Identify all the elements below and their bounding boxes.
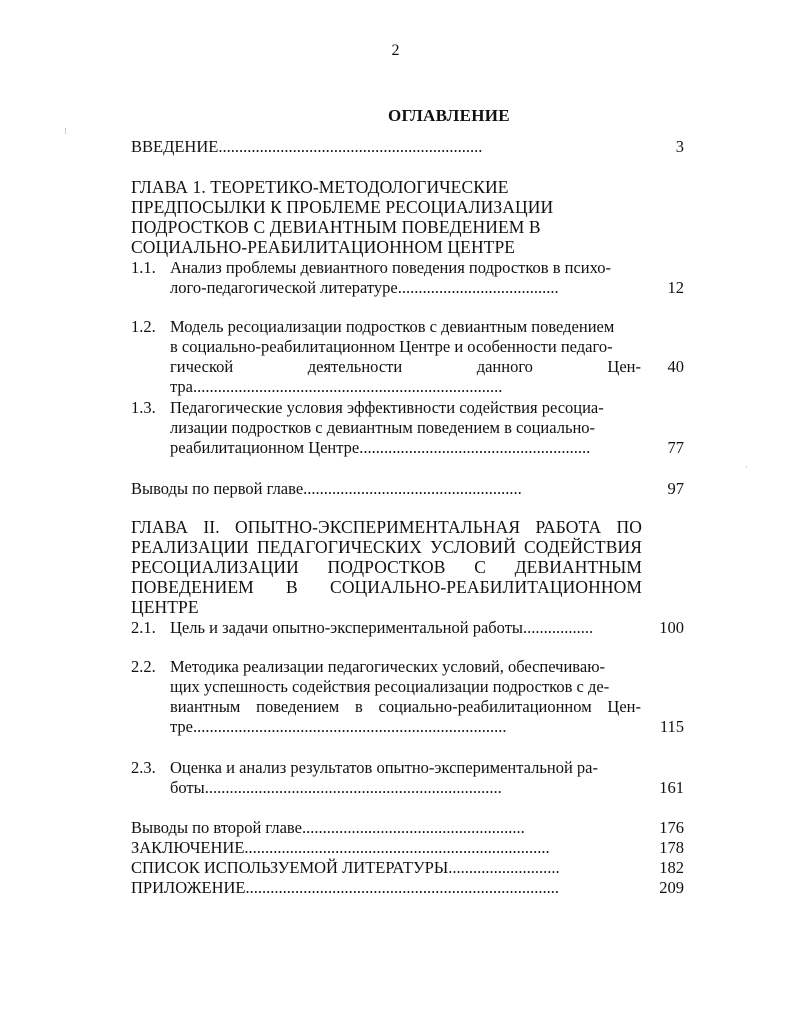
dot-leader: .......................................................................... <box>244 838 550 857</box>
toc-entry-bibliography[interactable] <box>131 858 560 878</box>
page-ref: 3 <box>675 137 684 156</box>
page-ref: 115 <box>659 717 684 736</box>
section-number: 2.1. <box>131 618 156 637</box>
chapter-heading: ПОДРОСТКОВ С ДЕВИАНТНЫМ ПОВЕДЕНИЕМ В <box>131 217 541 237</box>
chapter-heading: ГЛАВА 1. ТЕОРЕТИКО-МЕТОДОЛОГИЧЕСКИЕ <box>131 177 509 197</box>
chapter-heading: РЕАЛИЗАЦИИ ПЕДАГОГИЧЕСКИХ УСЛОВИЙ СОДЕЙСТВИЯ <box>131 537 642 557</box>
dot-leader: ................................................................ <box>218 137 483 156</box>
toc-entry-line[interactable]: Модель ресоциализации подростков с девиантным поведением <box>170 317 615 336</box>
toc-entry-chapter1-summary[interactable] <box>131 479 522 499</box>
toc-entry-line[interactable]: лизации подростков с девиантным поведением в социально- <box>170 418 596 437</box>
entry-label: Выводы по второй главе <box>131 818 302 837</box>
scan-mark: · <box>745 462 748 472</box>
dot-leader: ........................... <box>448 858 560 877</box>
page-ref: 12 <box>667 278 684 297</box>
page-ref: 77 <box>667 438 684 457</box>
page-ref: 161 <box>659 778 684 797</box>
entry-label: СПИСОК ИСПОЛЬЗУЕМОЙ ЛИТЕРАТУРЫ <box>131 858 449 877</box>
section-number: 1.1. <box>131 258 156 277</box>
toc-entry-line[interactable]: в социально-реабилитационном Центре и особенности педаго- <box>170 337 613 356</box>
toc-entry-line[interactable]: Цель и задачи опытно-экспериментальной работы................. <box>170 618 594 637</box>
toc-entry-appendix[interactable] <box>131 878 559 898</box>
chapter-heading: СОЦИАЛЬНО-РЕАБИЛИТАЦИОННОМ ЦЕНТРЕ <box>131 237 516 257</box>
chapter-heading: ГЛАВА II. ОПЫТНО-ЭКСПЕРИМЕНТАЛЬНАЯ РАБОТА ПО <box>131 517 642 537</box>
section-number: 2.3. <box>131 758 156 777</box>
entry-label: Выводы по первой главе <box>131 479 304 498</box>
page-ref: 209 <box>659 878 684 897</box>
page-ref: 182 <box>659 858 684 877</box>
page-number: 2 <box>391 42 400 59</box>
chapter-heading: ПРЕДПОСЫЛКИ К ПРОБЛЕМЕ РЕСОЦИАЛИЗАЦИИ <box>131 197 554 217</box>
scan-mark: ⁝ <box>64 126 67 136</box>
toc-title: ОГЛАВЛЕНИЕ <box>388 106 510 125</box>
toc-entry-line[interactable]: боты........................................................................ <box>170 778 502 797</box>
section-number: 2.2. <box>131 657 156 676</box>
page-ref: 97 <box>667 479 684 498</box>
toc-entry-line[interactable]: Методика реализации педагогических условий, обеспечиваю- <box>170 657 606 676</box>
entry-label: ЗАКЛЮЧЕНИЕ <box>131 838 245 857</box>
toc-entry-conclusion[interactable] <box>131 838 550 858</box>
entry-label: ПРИЛОЖЕНИЕ <box>131 878 246 897</box>
page-ref: 40 <box>667 357 684 376</box>
toc-entry-line[interactable]: щих успешность содействия ресоциализации подростков с де- <box>170 677 610 696</box>
toc-entry-line[interactable]: Педагогические условия эффективности содействия ресоциа- <box>170 398 604 417</box>
toc-entry-line[interactable]: Анализ проблемы девиантного поведения подростков в психо- <box>170 258 611 277</box>
section-number: 1.2. <box>131 317 156 336</box>
page-ref: 176 <box>659 818 684 837</box>
toc-entry-line[interactable]: тре............................................................................ <box>170 717 507 736</box>
dot-leader: ............................................................................ <box>245 878 559 897</box>
section-number: 1.3. <box>131 398 156 417</box>
toc-entry-line[interactable]: тра........................................................................... <box>170 377 503 396</box>
toc-entry-line[interactable]: реабилитационном Центре........................................................ <box>170 438 591 457</box>
chapter-heading: ПОВЕДЕНИЕМ В СОЦИАЛЬНО-РЕАБИЛИТАЦИОННОМ <box>131 577 642 597</box>
dot-leader: ..................................................... <box>303 479 522 498</box>
chapter-heading: ЦЕНТРЕ <box>131 597 199 617</box>
page-ref: 100 <box>659 618 684 637</box>
toc-entry-chapter2-summary[interactable] <box>131 818 525 838</box>
toc-entry-line[interactable]: лого-педагогической литературе....................................... <box>170 278 559 297</box>
dot-leader: ...................................................... <box>301 818 525 837</box>
entry-label: ВВЕДЕНИЕ <box>131 137 219 156</box>
toc-entry-line[interactable]: виантным поведением в социально-реабилитационном Цен- <box>170 697 641 716</box>
chapter-heading: РЕСОЦИАЛИЗАЦИИ ПОДРОСТКОВ С ДЕВИАНТНЫМ <box>131 557 642 577</box>
toc-entry-introduction[interactable] <box>131 137 482 157</box>
page-ref: 178 <box>659 838 684 857</box>
toc-entry-line[interactable]: Оценка и анализ результатов опытно-экспериментальной ра- <box>170 758 599 777</box>
toc-entry-line[interactable]: гической деятельности данного Цен- <box>170 357 641 376</box>
